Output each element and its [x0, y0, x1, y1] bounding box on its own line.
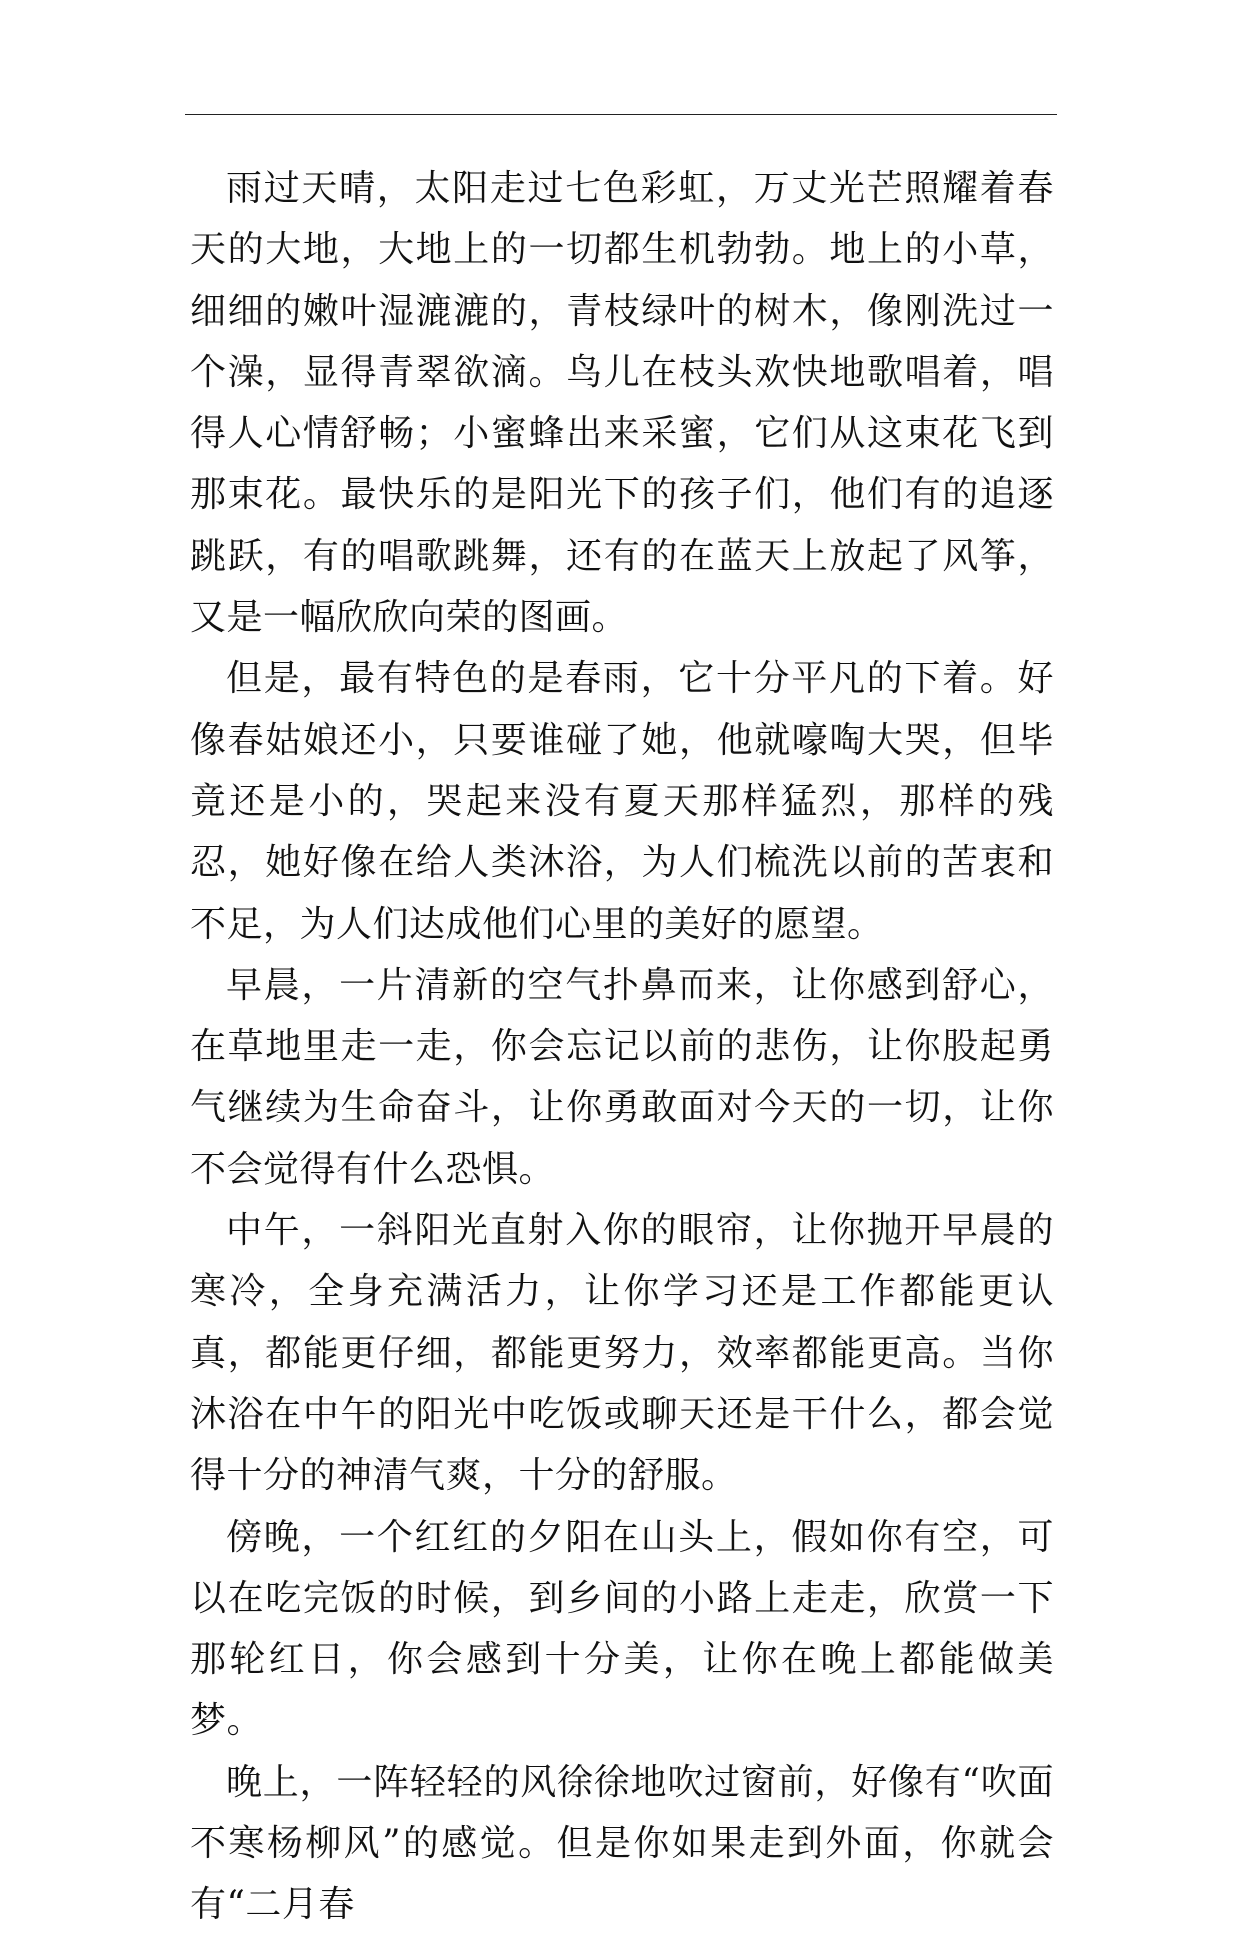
- header-rule: [185, 114, 1057, 115]
- paragraph-4: 中午，一斜阳光直射入你的眼帘，让你抛开早晨的寒冷，全身充满活力，让你学习还是工作都能更认真，都能更仔细，都能更努力，效率都能更高。当你沐浴在中午的阳光中吃饭或聊天还是干什么，都会觉得十分的神清气爽，十分的舒服。: [190, 1210, 1054, 1497]
- document-body: [190, 158, 1054, 1936]
- paragraph-1: 雨过天晴，太阳走过七色彩虹，万丈光芒照耀着春天的大地，大地上的一切都生机勃勃。地上的小草，细细的嫩叶湿漉漉的，青枝绿叶的树木，像刚洗过一个澡，显得青翠欲滴。鸟儿在枝头欢快地歌唱着，唱得人心情舒畅；小蜜蜂出来采蜜，它们从这束花飞到那束花。最快乐的是阳光下的孩子们，他们有的追逐跳跃，有的唱歌跳舞，还有的在蓝天上放起了风筝，又是一幅欣欣向荣的图画。: [190, 168, 1054, 639]
- paragraph-5: 傍晚，一个红红的夕阳在山头上，假如你有空，可以在吃完饭的时候，到乡间的小路上走走，欣赏一下那轮红日，你会感到十分美，让你在晚上都能做美梦。: [190, 1516, 1054, 1742]
- paragraph-6: 晚上，一阵轻轻的风徐徐地吹过窗前，好像有“吹面不寒杨柳风”的感觉。但是你如果走到外面，你就会有“二月春: [190, 1761, 1054, 1926]
- paragraph-3: 早晨，一片清新的空气扑鼻而来，让你感到舒心，在草地里走一走，你会忘记以前的悲伤，让你股起勇气继续为生命奋斗，让你勇敢面对今天的一切，让你不会觉得有什么恐惧。: [190, 964, 1054, 1190]
- paragraph-2: 但是，最有特色的是春雨，它十分平凡的下着。好像春姑娘还小，只要谁碰了她，他就嚎啕大哭，但毕竟还是小的，哭起来没有夏天那样猛烈，那样的残忍，她好像在给人类沐浴，为人们梳洗以前的苦衷和不足，为人们达成他们心里的美好的愿望。: [190, 658, 1054, 945]
